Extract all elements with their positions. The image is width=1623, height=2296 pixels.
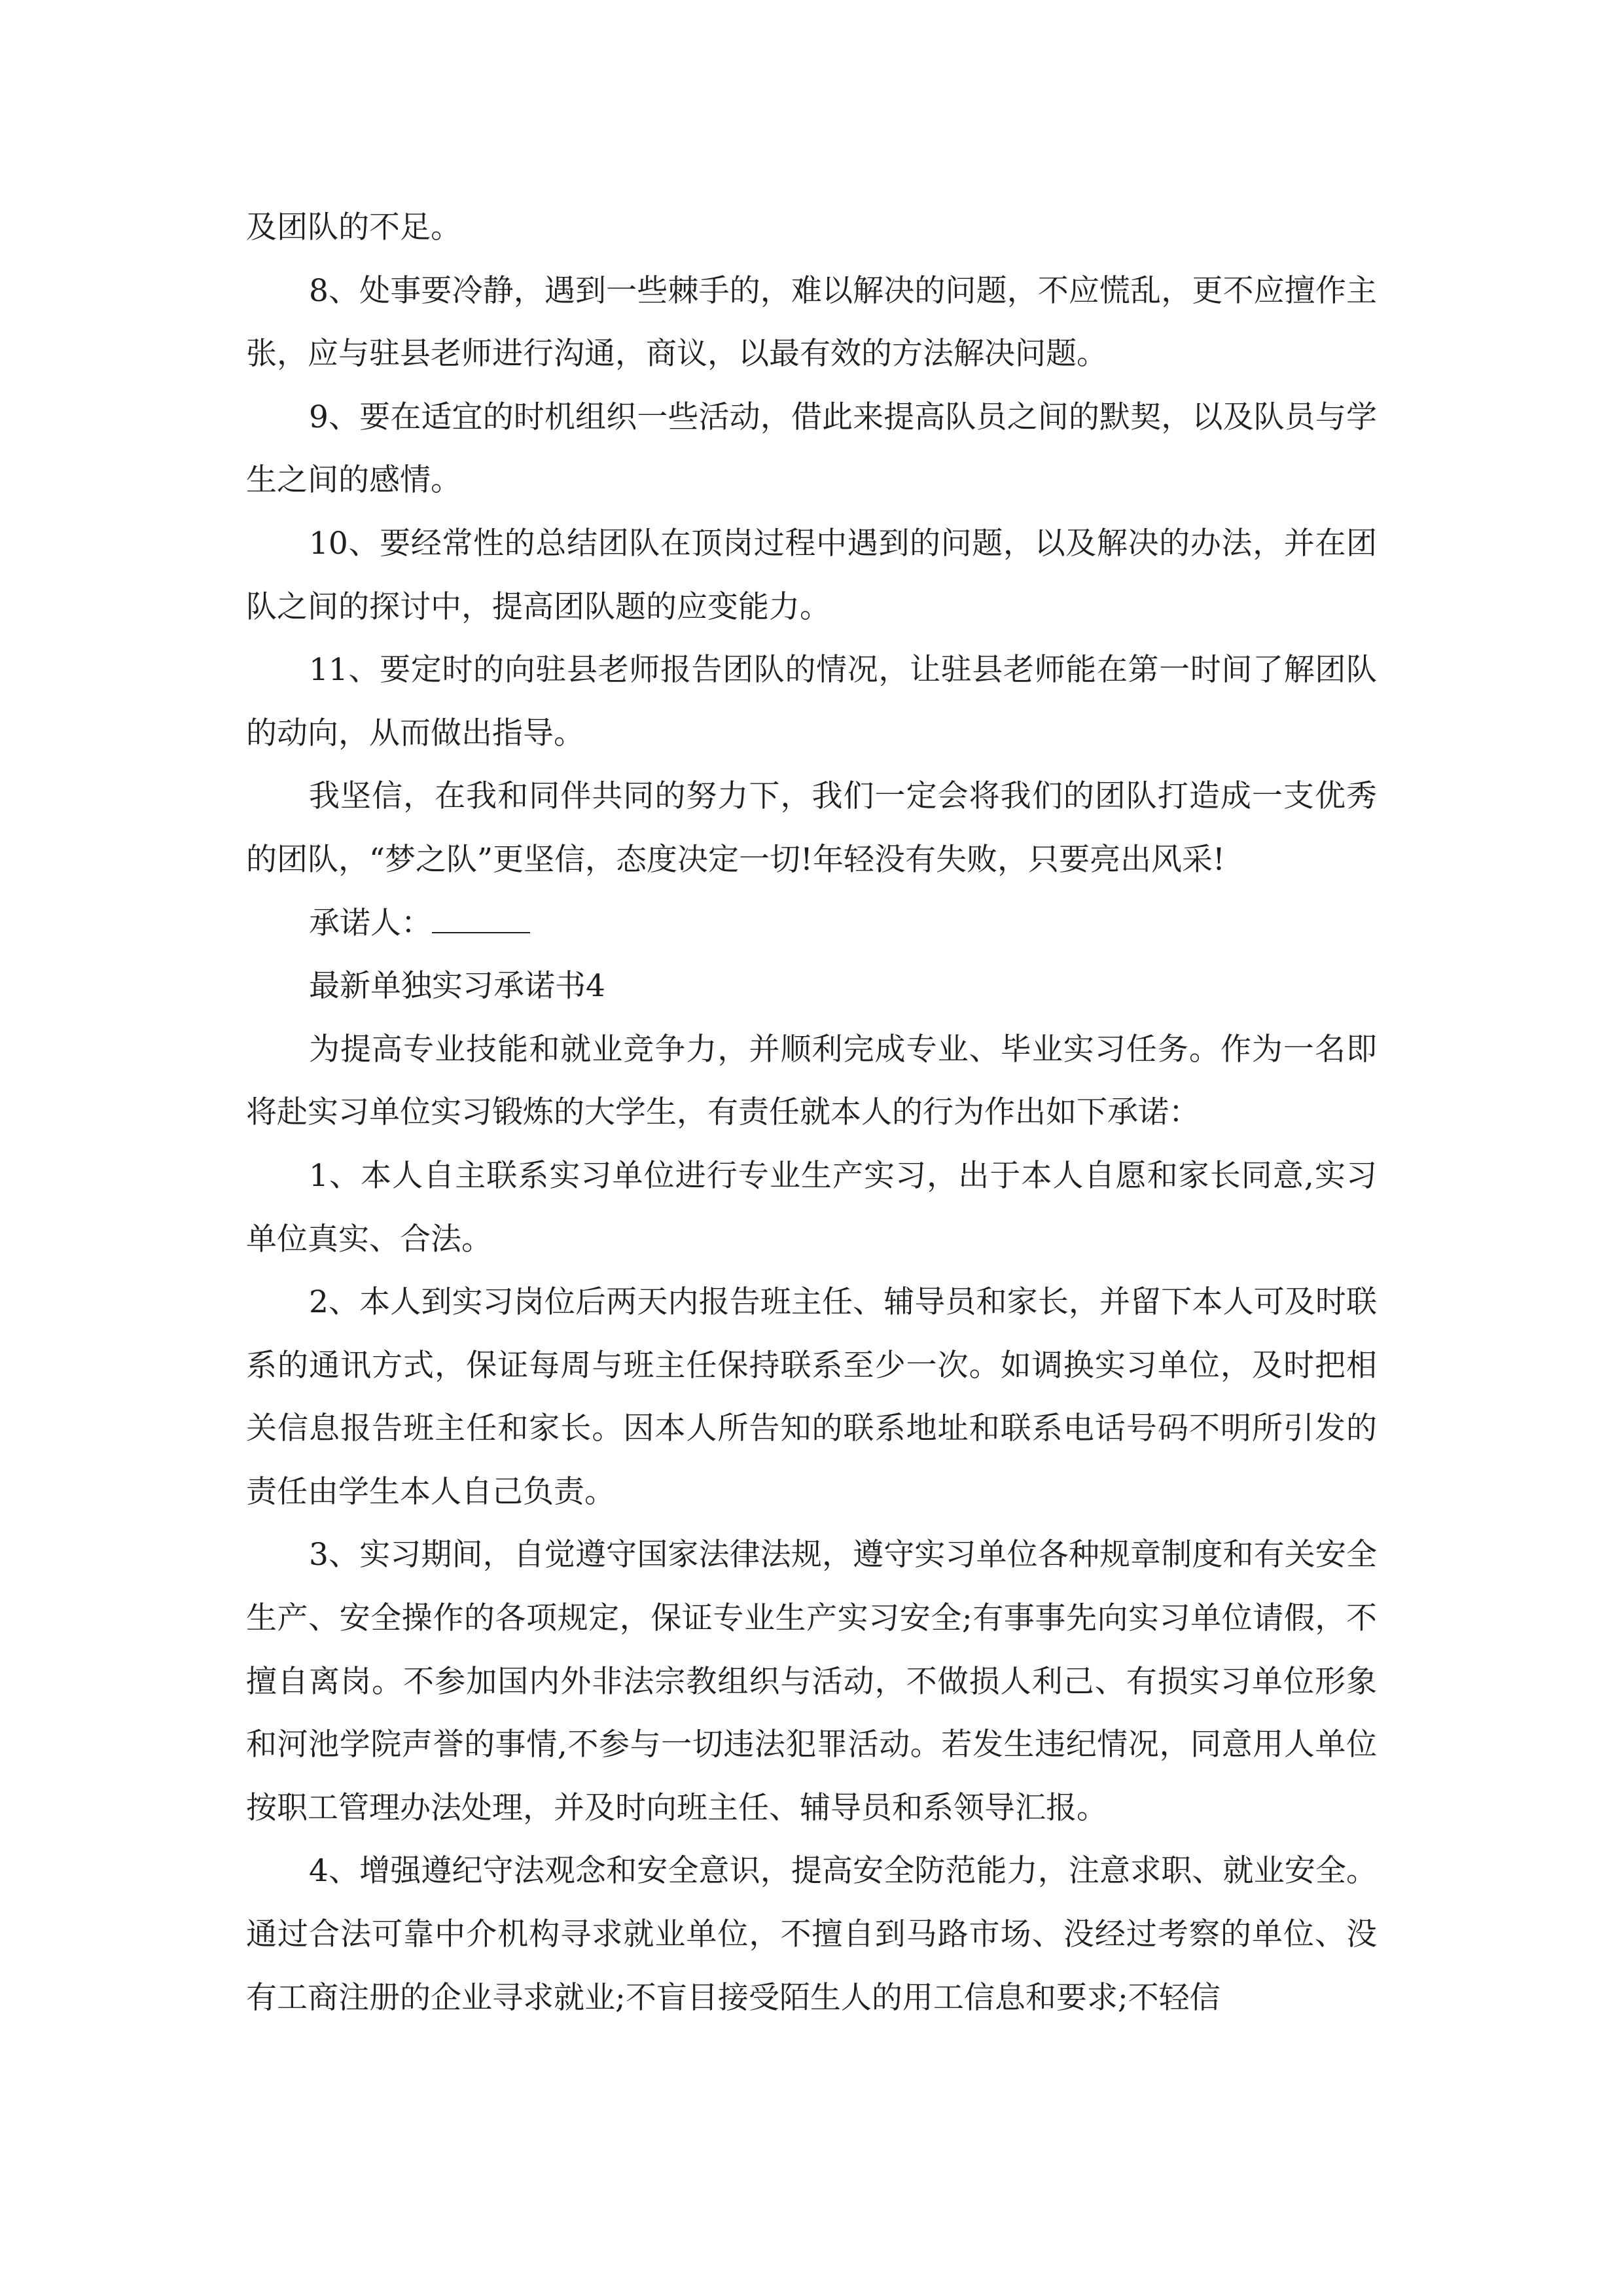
paragraph-item-11: 11、要定时的向驻县老师报告团队的情况，让驻县老师能在第一时间了解团队的动向，从而做出指导。: [246, 652, 1377, 751]
section-heading: 最新单独实习承诺书4: [309, 968, 605, 1005]
paragraph-closing: 我坚信，在我和同伴共同的努力下，我们一定会将我们的团队打造成一支优秀的团队，“梦之队”更坚信，态度决定一切!年轻没有失败，只要亮出风采!: [246, 778, 1377, 878]
paragraph-continued: 及团队的不足。: [246, 209, 461, 245]
paragraph-item-8: 8、处事要冷静，遇到一些棘手的，难以解决的问题，不应慌乱，更不应擅作主张，应与驻县老师进行沟通，商议，以最有效的方法解决问题。: [246, 272, 1377, 372]
document-body: [246, 196, 1377, 2030]
paragraph-promise-2: 2、本人到实习岗位后两天内报告班主任、辅导员和家长，并留下本人可及时联系的通讯方式，保证每周与班主任保持联系至少一次。如调换实习单位，及时把相关信息报告班主任和家长。因本人所告知的联系地址和联系电话号码不明所引发的责任由学生本人自己负责。: [246, 1284, 1377, 1510]
paragraph-item-10: 10、要经常性的总结团队在顶岗过程中遇到的问题，以及解决的办法，并在团队之间的探讨中，提高团队题的应变能力。: [246, 525, 1377, 625]
paragraph-promise-4: 4、增强遵纪守法观念和安全意识，提高安全防范能力，注意求职、就业安全。通过合法可靠中介机构寻求就业单位，不擅自到马路市场、没经过考察的单位、没有工商注册的企业寻求就业;不盲目接受陌生人的用工信息和要求;不轻信: [246, 1853, 1377, 2016]
paragraph-promise-1: 1、本人自主联系实习单位进行专业生产实习，出于本人自愿和家长同意,实习单位真实、合法。: [246, 1157, 1377, 1257]
paragraph-promise-3: 3、实习期间，自觉遵守国家法律法规，遵守实习单位各种规章制度和有关安全生产、安全操作的各项规定，保证专业生产实习安全;有事事先向实习单位请假，不擅自离岗。不参加国内外非法宗教组织与活动，不做损人利己、有损实习单位形象和河池学院声誉的事情,不参与一切违法犯罪活动。若发生违纪情况，同意用人单位按职工管理办法处理，并及时向班主任、辅导员和系领导汇报。: [246, 1537, 1377, 1826]
signature-label: 承诺人：: [309, 905, 432, 941]
signature-blank-line: [432, 906, 530, 933]
paragraph-intro: 为提高专业技能和就业竞争力，并顺利完成专业、毕业实习任务。作为一名即将赴实习单位实习锻炼的大学生，有责任就本人的行为作出如下承诺：: [246, 1031, 1377, 1131]
signature-row: [246, 892, 1377, 956]
paragraph-item-9: 9、要在适宜的时机组织一些活动，借此来提高队员之间的默契，以及队员与学生之间的感情。: [246, 399, 1377, 499]
